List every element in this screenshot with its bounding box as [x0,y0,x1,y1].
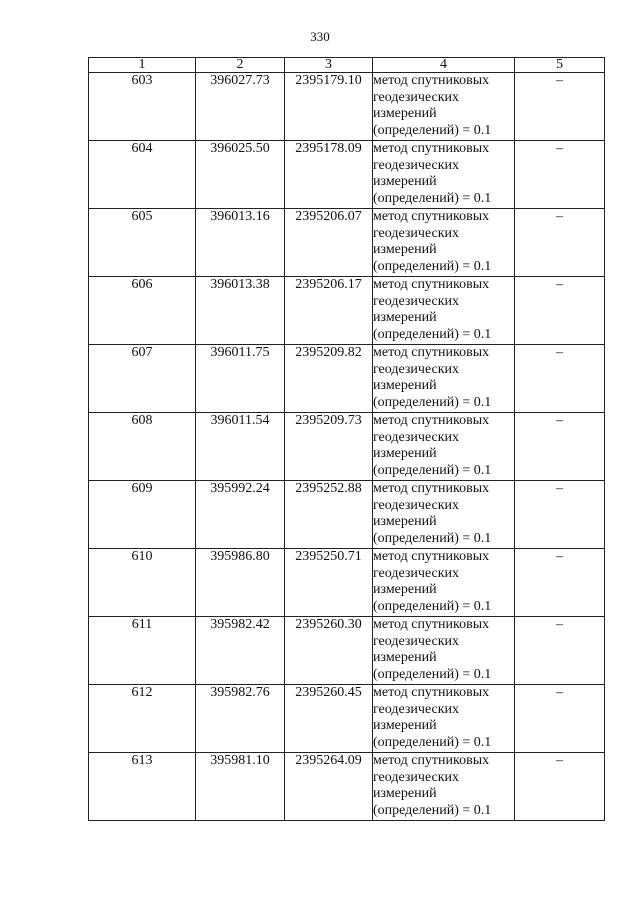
table-row [89,277,605,345]
point-number-cell: 603 [89,73,196,141]
method-cell: метод спутниковых геодезических измерений (определений) = 0.1 [373,753,515,821]
method-cell: метод спутниковых геодезических измерений (определений) = 0.1 [373,73,515,141]
method-cell: метод спутниковых геодезических измерений (определений) = 0.1 [373,685,515,753]
point-number-cell: 605 [89,209,196,277]
x-coordinate-cell: 395981.10 [196,753,285,821]
note-cell: – [515,209,605,277]
table-row [89,753,605,821]
note-cell: – [515,345,605,413]
page-number: 330 [310,29,330,44]
point-number-cell: 610 [89,549,196,617]
table-row [89,141,605,209]
y-coordinate-cell: 2395250.71 [285,549,373,617]
y-coordinate-cell: 2395260.45 [285,685,373,753]
note-cell: – [515,753,605,821]
x-coordinate-cell: 396027.73 [196,73,285,141]
point-number-cell: 612 [89,685,196,753]
point-number-cell: 613 [89,753,196,821]
x-coordinate-cell: 395986.80 [196,549,285,617]
y-coordinate-cell: 2395206.07 [285,209,373,277]
table-row [89,73,605,141]
x-coordinate-cell: 396013.38 [196,277,285,345]
note-cell: – [515,481,605,549]
point-number-cell: 608 [89,413,196,481]
x-coordinate-cell: 395982.76 [196,685,285,753]
point-number-cell: 609 [89,481,196,549]
note-cell: – [515,413,605,481]
table-row [89,549,605,617]
column-header-1: 1 [89,58,196,73]
table-row [89,345,605,413]
y-coordinate-cell: 2395179.10 [285,73,373,141]
y-coordinate-cell: 2395178.09 [285,141,373,209]
column-header-5: 5 [515,58,605,73]
method-cell: метод спутниковых геодезических измерений (определений) = 0.1 [373,209,515,277]
note-cell: – [515,141,605,209]
point-number-cell: 604 [89,141,196,209]
method-cell: метод спутниковых геодезических измерений (определений) = 0.1 [373,277,515,345]
x-coordinate-cell: 396013.16 [196,209,285,277]
table-header-row [89,58,605,73]
method-cell: метод спутниковых геодезических измерений (определений) = 0.1 [373,617,515,685]
column-header-3: 3 [285,58,373,73]
note-cell: – [515,549,605,617]
x-coordinate-cell: 395982.42 [196,617,285,685]
y-coordinate-cell: 2395264.09 [285,753,373,821]
coordinates-table [88,57,605,821]
method-cell: метод спутниковых геодезических измерений (определений) = 0.1 [373,549,515,617]
method-cell: метод спутниковых геодезических измерений (определений) = 0.1 [373,345,515,413]
x-coordinate-cell: 396011.75 [196,345,285,413]
y-coordinate-cell: 2395252.88 [285,481,373,549]
table-row [89,685,605,753]
x-coordinate-cell: 396025.50 [196,141,285,209]
x-coordinate-cell: 396011.54 [196,413,285,481]
note-cell: – [515,73,605,141]
y-coordinate-cell: 2395260.30 [285,617,373,685]
table-row [89,209,605,277]
y-coordinate-cell: 2395209.73 [285,413,373,481]
method-cell: метод спутниковых геодезических измерений (определений) = 0.1 [373,141,515,209]
point-number-cell: 607 [89,345,196,413]
table-row [89,481,605,549]
x-coordinate-cell: 395992.24 [196,481,285,549]
note-cell: – [515,685,605,753]
table-row [89,617,605,685]
y-coordinate-cell: 2395206.17 [285,277,373,345]
note-cell: – [515,617,605,685]
point-number-cell: 611 [89,617,196,685]
point-number-cell: 606 [89,277,196,345]
note-cell: – [515,277,605,345]
method-cell: метод спутниковых геодезических измерений (определений) = 0.1 [373,413,515,481]
column-header-2: 2 [196,58,285,73]
method-cell: метод спутниковых геодезических измерений (определений) = 0.1 [373,481,515,549]
column-header-4: 4 [373,58,515,73]
y-coordinate-cell: 2395209.82 [285,345,373,413]
table-row [89,413,605,481]
